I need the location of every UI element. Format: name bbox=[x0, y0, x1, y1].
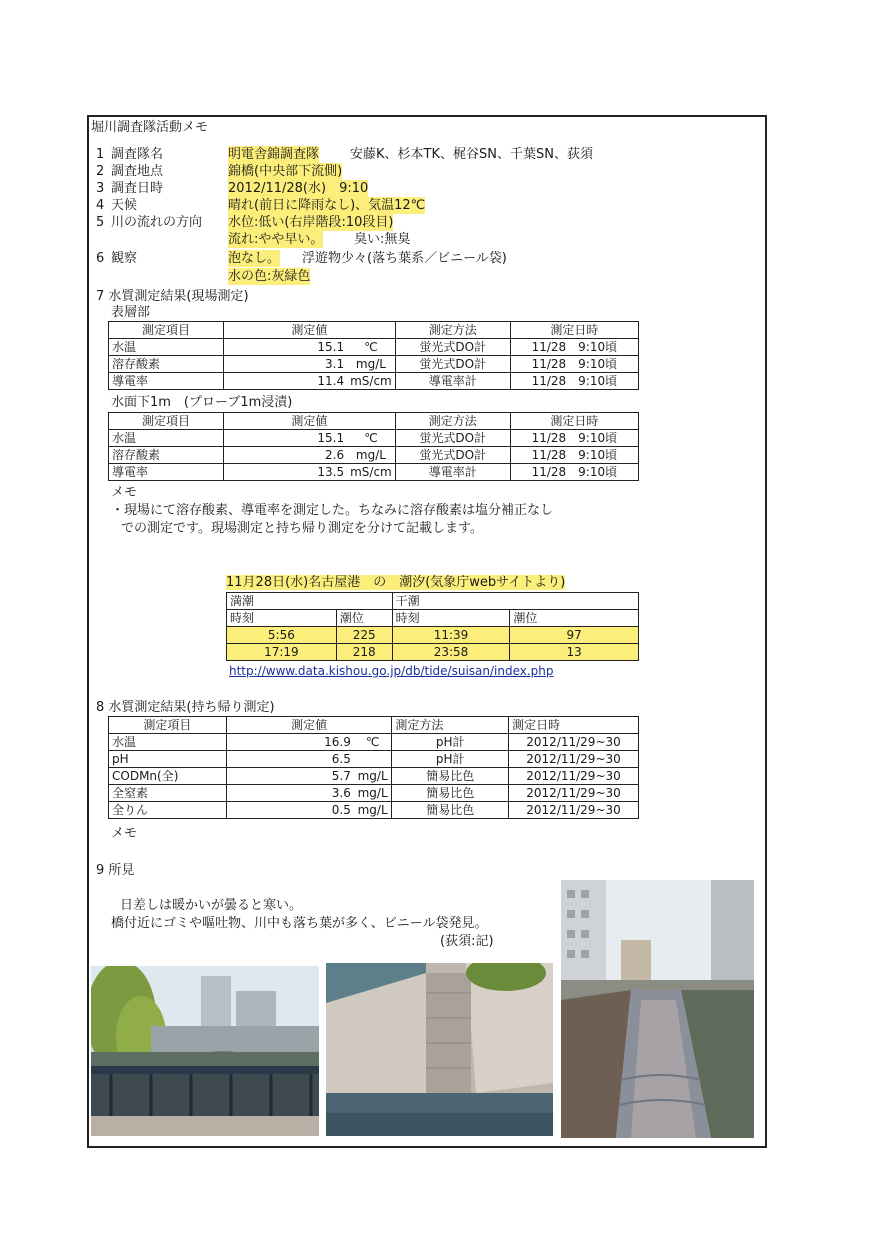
cell-item: 溶存酸素 bbox=[109, 447, 224, 464]
cell-item: 導電率 bbox=[109, 464, 224, 481]
cell-value: 3.6 bbox=[226, 785, 354, 802]
info-value: 晴れ(前日に降雨なし)、気温12℃ bbox=[228, 198, 426, 213]
table-row bbox=[227, 644, 639, 661]
table-header: 測定項目 bbox=[109, 413, 224, 430]
table-header-row bbox=[109, 413, 639, 430]
info-label: 観察 bbox=[111, 251, 138, 266]
table-row bbox=[109, 802, 639, 819]
info-no: 5 bbox=[96, 215, 105, 230]
cell-date: 11/28 9:10頃 bbox=[510, 447, 638, 464]
memo-label: メモ bbox=[111, 826, 138, 841]
cell-item: 水温 bbox=[109, 339, 224, 356]
memo-line: ・現場にて溶存酸素、導電率を測定した。ちなみに溶存酸素は塩分補正なし bbox=[111, 503, 554, 518]
table-header: 測定方法 bbox=[395, 413, 510, 430]
tide-title-text: 11月28日(水)名古屋港 の 潮汐(気象庁webサイトより) bbox=[226, 575, 566, 590]
memo-line: での測定です。現場測定と持ち帰り測定を分けて記載します。 bbox=[121, 521, 483, 536]
cell-value: 0.5 bbox=[226, 802, 354, 819]
info-no: 3 bbox=[96, 181, 105, 196]
table-header: 測定値 bbox=[226, 717, 392, 734]
cell-item: 水温 bbox=[109, 430, 224, 447]
cell-method: 導電率計 bbox=[395, 373, 510, 390]
tide-high-label: 満潮 bbox=[227, 593, 393, 610]
cell-value: 6.5 bbox=[226, 751, 354, 768]
cell-item: 全窒素 bbox=[109, 785, 227, 802]
table-header: 測定方法 bbox=[392, 717, 509, 734]
cell-item: 水温 bbox=[109, 734, 227, 751]
tide-high-time: 5:56 bbox=[227, 627, 337, 644]
table-row bbox=[109, 464, 639, 481]
cell-unit: mS/cm bbox=[347, 464, 395, 481]
cell-date: 11/28 9:10頃 bbox=[510, 430, 638, 447]
cell-unit: mg/L bbox=[354, 785, 392, 802]
cell-date: 11/28 9:10頃 bbox=[510, 339, 638, 356]
tide-high-time: 17:19 bbox=[227, 644, 337, 661]
info-no: 4 bbox=[96, 198, 105, 213]
cell-unit: ℃ bbox=[347, 430, 395, 447]
tide-low-time: 11:39 bbox=[392, 627, 510, 644]
table-header: 測定項目 bbox=[109, 717, 227, 734]
tide-level-label: 潮位 bbox=[510, 610, 639, 627]
cell-method: 蛍光式DO計 bbox=[395, 447, 510, 464]
tide-title bbox=[226, 574, 565, 591]
cell-date: 2012/11/29~30 bbox=[509, 734, 639, 751]
cell-unit: mg/L bbox=[354, 802, 392, 819]
table-row bbox=[109, 373, 639, 390]
tide-high-level: 218 bbox=[336, 644, 392, 661]
cell-unit: mg/L bbox=[354, 768, 392, 785]
info-value: 明電舎錦調査隊 bbox=[228, 147, 320, 162]
tide-subheader-row bbox=[227, 610, 639, 627]
memo-label: メモ bbox=[111, 485, 138, 500]
section9-title: 9 所見 bbox=[96, 863, 135, 878]
table-header: 測定値 bbox=[224, 413, 396, 430]
cell-unit: mS/cm bbox=[347, 373, 395, 390]
finding-line: 日差しは暖かいが曇ると寒い。 bbox=[120, 898, 303, 913]
cell-value: 15.1 bbox=[224, 339, 348, 356]
table-header: 測定日時 bbox=[510, 322, 638, 339]
cell-unit bbox=[354, 751, 392, 768]
photo-river bbox=[561, 880, 754, 1138]
tide-level-label: 潮位 bbox=[336, 610, 392, 627]
tide-low-level: 13 bbox=[510, 644, 639, 661]
finding-sign: (荻須:記) bbox=[440, 934, 494, 949]
table-row bbox=[109, 751, 639, 768]
info-value: 錦橋(中央部下流側) bbox=[228, 164, 343, 179]
table-row bbox=[109, 447, 639, 464]
tide-header-row bbox=[227, 593, 639, 610]
cell-method: 簡易比色 bbox=[392, 768, 509, 785]
section8-title: 8 水質測定結果(持ち帰り測定) bbox=[96, 700, 275, 715]
cell-unit: mg/L bbox=[347, 447, 395, 464]
cell-method: 簡易比色 bbox=[392, 785, 509, 802]
table-row bbox=[109, 768, 639, 785]
cell-item: 全りん bbox=[109, 802, 227, 819]
finding-line: 橋付近にゴミや嘔吐物、川中も落ち葉が多く、ビニール袋発見。 bbox=[111, 916, 488, 931]
lab-table bbox=[108, 716, 639, 819]
info-label: 天候 bbox=[111, 198, 138, 213]
info-extra-2: 臭い:無臭 bbox=[354, 232, 411, 247]
info-value-2: 流れ:やや早い。 bbox=[228, 232, 324, 247]
surface-table bbox=[108, 321, 639, 390]
cell-date: 11/28 9:10頃 bbox=[510, 373, 638, 390]
tide-low-label: 干潮 bbox=[392, 593, 638, 610]
info-label: 川の流れの方向 bbox=[111, 215, 203, 230]
info-no: 2 bbox=[96, 164, 105, 179]
memo-title: 堀川調査隊活動メモ bbox=[91, 120, 209, 135]
cell-date: 2012/11/29~30 bbox=[509, 802, 639, 819]
table-header: 測定日時 bbox=[510, 413, 638, 430]
cell-value: 13.5 bbox=[224, 464, 348, 481]
cell-item: 導電率 bbox=[109, 373, 224, 390]
table-row bbox=[109, 734, 639, 751]
tide-low-time: 23:58 bbox=[392, 644, 510, 661]
tide-high-level: 225 bbox=[336, 627, 392, 644]
cell-value: 5.7 bbox=[226, 768, 354, 785]
tide-low-level: 97 bbox=[510, 627, 639, 644]
info-label: 調査隊名 bbox=[111, 147, 164, 162]
cell-method: 簡易比色 bbox=[392, 802, 509, 819]
tide-source-link[interactable]: http://www.data.kishou.go.jp/db/tide/suisan/index.php bbox=[229, 664, 554, 678]
cell-method: pH計 bbox=[392, 734, 509, 751]
table-row bbox=[109, 339, 639, 356]
cell-date: 11/28 9:10頃 bbox=[510, 464, 638, 481]
cell-item: pH bbox=[109, 751, 227, 768]
cell-value: 2.6 bbox=[224, 447, 348, 464]
table-row bbox=[109, 785, 639, 802]
cell-value: 3.1 bbox=[224, 356, 348, 373]
info-extra: 浮遊物少々(落ち葉系／ビニール袋) bbox=[302, 251, 507, 266]
info-value: 2012/11/28(水) 9:10 bbox=[228, 181, 369, 196]
depth-table bbox=[108, 412, 639, 481]
table-header: 測定日時 bbox=[509, 717, 639, 734]
table-header-row bbox=[109, 322, 639, 339]
table-header-row bbox=[109, 717, 639, 734]
tide-time-label: 時刻 bbox=[392, 610, 510, 627]
info-value: 水位:低い(右岸階段:10段目) bbox=[228, 215, 394, 230]
cell-item: 溶存酸素 bbox=[109, 356, 224, 373]
cell-method: 蛍光式DO計 bbox=[395, 339, 510, 356]
info-value-2: 水の色:灰緑色 bbox=[228, 269, 311, 284]
table-row bbox=[109, 356, 639, 373]
table-row bbox=[227, 627, 639, 644]
cell-method: pH計 bbox=[392, 751, 509, 768]
cell-value: 16.9 bbox=[226, 734, 354, 751]
info-label: 調査日時 bbox=[111, 181, 164, 196]
photo-bridge bbox=[91, 966, 319, 1136]
cell-date: 11/28 9:10頃 bbox=[510, 356, 638, 373]
table-header: 測定項目 bbox=[109, 322, 224, 339]
info-no: 1 bbox=[96, 147, 105, 162]
cell-unit: ℃ bbox=[347, 339, 395, 356]
tide-table bbox=[226, 592, 639, 661]
info-extra: 安藤K、杉本TK、梶谷SN、千葉SN、荻須 bbox=[350, 147, 593, 162]
table-header: 測定値 bbox=[224, 322, 396, 339]
tide-time-label: 時刻 bbox=[227, 610, 337, 627]
cell-value: 15.1 bbox=[224, 430, 348, 447]
table-header: 測定方法 bbox=[395, 322, 510, 339]
cell-unit: mg/L bbox=[347, 356, 395, 373]
cell-date: 2012/11/29~30 bbox=[509, 751, 639, 768]
cell-item: CODMn(全) bbox=[109, 768, 227, 785]
cell-method: 導電率計 bbox=[395, 464, 510, 481]
surface-label: 表層部 bbox=[111, 305, 151, 320]
table-row bbox=[109, 430, 639, 447]
cell-date: 2012/11/29~30 bbox=[509, 785, 639, 802]
cell-method: 蛍光式DO計 bbox=[395, 356, 510, 373]
cell-date: 2012/11/29~30 bbox=[509, 768, 639, 785]
photo-stairs bbox=[326, 963, 553, 1136]
cell-unit: ℃ bbox=[354, 734, 392, 751]
info-value: 泡なし。 bbox=[228, 251, 281, 266]
cell-value: 11.4 bbox=[224, 373, 348, 390]
section7-title: 7 水質測定結果(現場測定) bbox=[96, 289, 249, 304]
depth-label: 水面下1m (プローブ1m浸漬) bbox=[111, 395, 293, 410]
cell-method: 蛍光式DO計 bbox=[395, 430, 510, 447]
info-no: 6 bbox=[96, 251, 105, 266]
info-label: 調査地点 bbox=[111, 164, 164, 179]
